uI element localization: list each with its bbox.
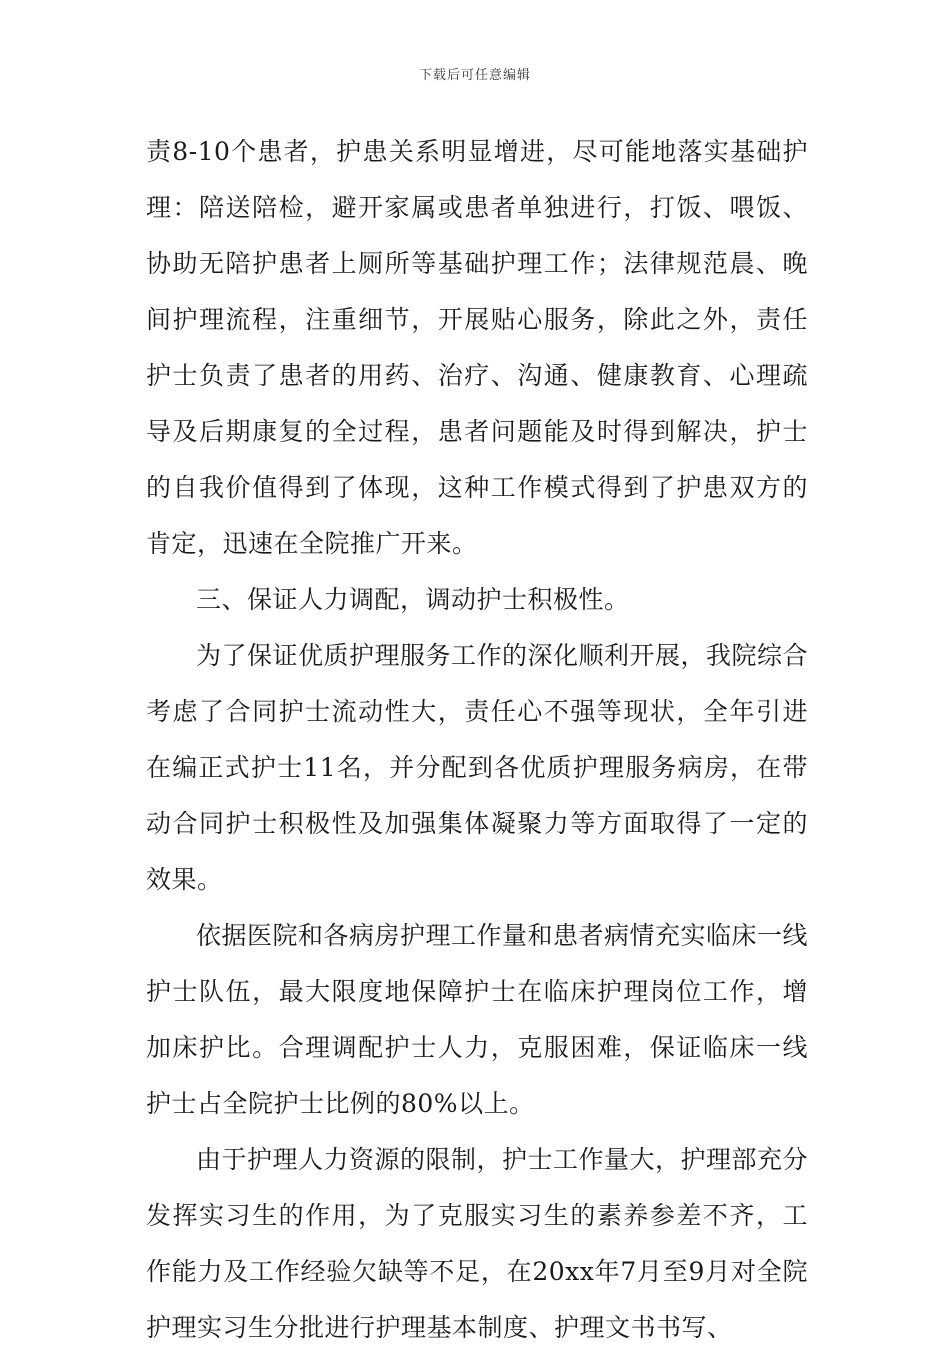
paragraph-1: 责8-10个患者，护患关系明显增进，尽可能地落实基础护理：陪送陪检，避开家属或患者单独进行，打饭、喂饭、协助无陪护患者上厕所等基础护理工作；法律规范晨、晚间护理流程，注重细节，开展贴心服务，除此之外，责任护士负责了患者的用药、治疗、沟通、健康教育、心理疏导及后期康复的全过程，患者问题能及时得到解决，护士的自我价值得到了体现，这种工作模式得到了护患双方的肯定，迅速在全院推广开来。 [146, 137, 808, 558]
section-heading: 三、保证人力调配，调动护士积极性。 [196, 585, 630, 614]
page-header: 下载后可任意编辑 [418, 68, 531, 83]
paragraph-2: 为了保证优质护理服务工作的深化顺利开展，我院综合考虑了合同护士流动性大，责任心不强等现状，全年引进在编正式护士11名，并分配到各优质护理服务病房，在带动合同护士积极性及加强集体凝聚力等方面取得了一定的效果。 [146, 641, 809, 894]
paragraph-4: 由于护理人力资源的限制，护士工作量大，护理部充分发挥实习生的作用，为了克服实习生的素养参差不齐，工作能力及工作经验欠缺等不足，在20xx年7月至9月对全院护理实习生分批进行护理基本制度、护理文书书写、 [146, 1145, 809, 1342]
document-body [146, 124, 808, 1356]
paragraph-3: 依据医院和各病房护理工作量和患者病情充实临床一线护士队伍，最大限度地保障护士在临床护理岗位工作，增加床护比。合理调配护士人力，克服困难，保证临床一线护士占全院护士比例的80%以上。 [146, 921, 809, 1118]
